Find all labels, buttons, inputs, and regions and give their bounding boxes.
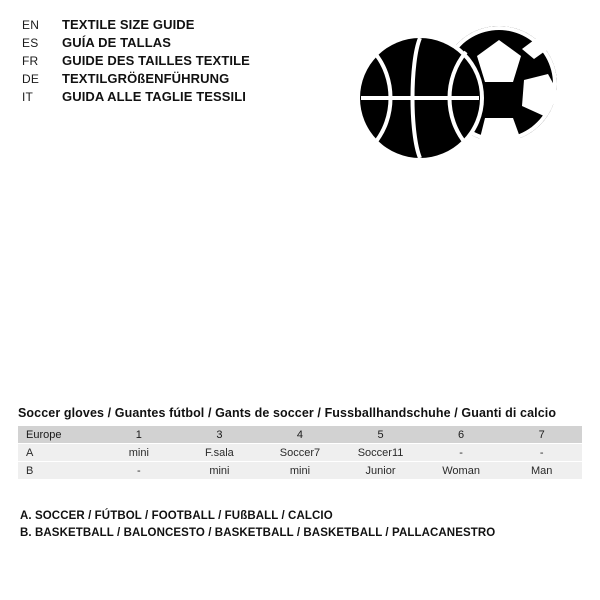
language-code: EN [22, 18, 40, 32]
language-code: DE [22, 72, 40, 86]
balls-illustration [352, 22, 567, 167]
language-row [22, 70, 282, 88]
language-title: GUIDA ALLE TAGLIE TESSILI [62, 89, 247, 104]
basketball-icon [356, 34, 484, 162]
table-header-cell: 7 [501, 426, 582, 444]
table-header-row [18, 426, 582, 444]
footnote-a: A. SOCCER / FÚTBOL / FOOTBALL / FUßBALL / CALCIO [20, 510, 333, 522]
table-header-cell: 1 [99, 426, 180, 444]
language-title: TEXTILE SIZE GUIDE [62, 17, 195, 32]
language-row [22, 88, 282, 106]
table-cell: - [99, 462, 180, 480]
language-title: TEXTILGRÖßENFÜHRUNG [62, 71, 230, 86]
language-legend [22, 16, 282, 106]
footnote-b: B. BASKETBALL / BALONCESTO / BASKETBALL / BASKETBALL / PALLACANESTRO [20, 527, 496, 539]
language-row [22, 34, 282, 52]
language-title: GUÍA DE TALLAS [62, 35, 172, 50]
table-cell: Junior [340, 462, 421, 480]
table-row-label: B [18, 462, 99, 480]
language-code: IT [22, 90, 34, 104]
table-cell: Soccer7 [260, 444, 341, 462]
table-row [18, 444, 582, 462]
size-table-block [18, 406, 582, 480]
table-row-label: A [18, 444, 99, 462]
language-title: GUIDE DES TAILLES TEXTILE [62, 53, 250, 68]
language-row [22, 52, 282, 70]
table-cell: - [421, 444, 502, 462]
language-code: ES [22, 36, 39, 50]
table-header-cell: 3 [179, 426, 260, 444]
table-cell: Man [501, 462, 582, 480]
footnotes [20, 508, 580, 542]
language-code: FR [22, 54, 39, 68]
table-header-cell: Europe [18, 426, 99, 444]
table-cell: F.sala [179, 444, 260, 462]
table-header-cell: 6 [421, 426, 502, 444]
table-row [18, 462, 582, 480]
table-header-cell: 5 [340, 426, 421, 444]
language-row [22, 16, 282, 34]
table-cell: mini [179, 462, 260, 480]
table-cell: mini [260, 462, 341, 480]
table-cell: Soccer11 [340, 444, 421, 462]
table-cell: - [501, 444, 582, 462]
table-cell: Woman [421, 462, 502, 480]
table-header-cell: 4 [260, 426, 341, 444]
table-cell: mini [99, 444, 180, 462]
table-title: Soccer gloves / Guantes fútbol / Gants de soccer / Fussballhandschuhe / Guanti di calcio [18, 406, 557, 420]
size-table [18, 426, 582, 480]
